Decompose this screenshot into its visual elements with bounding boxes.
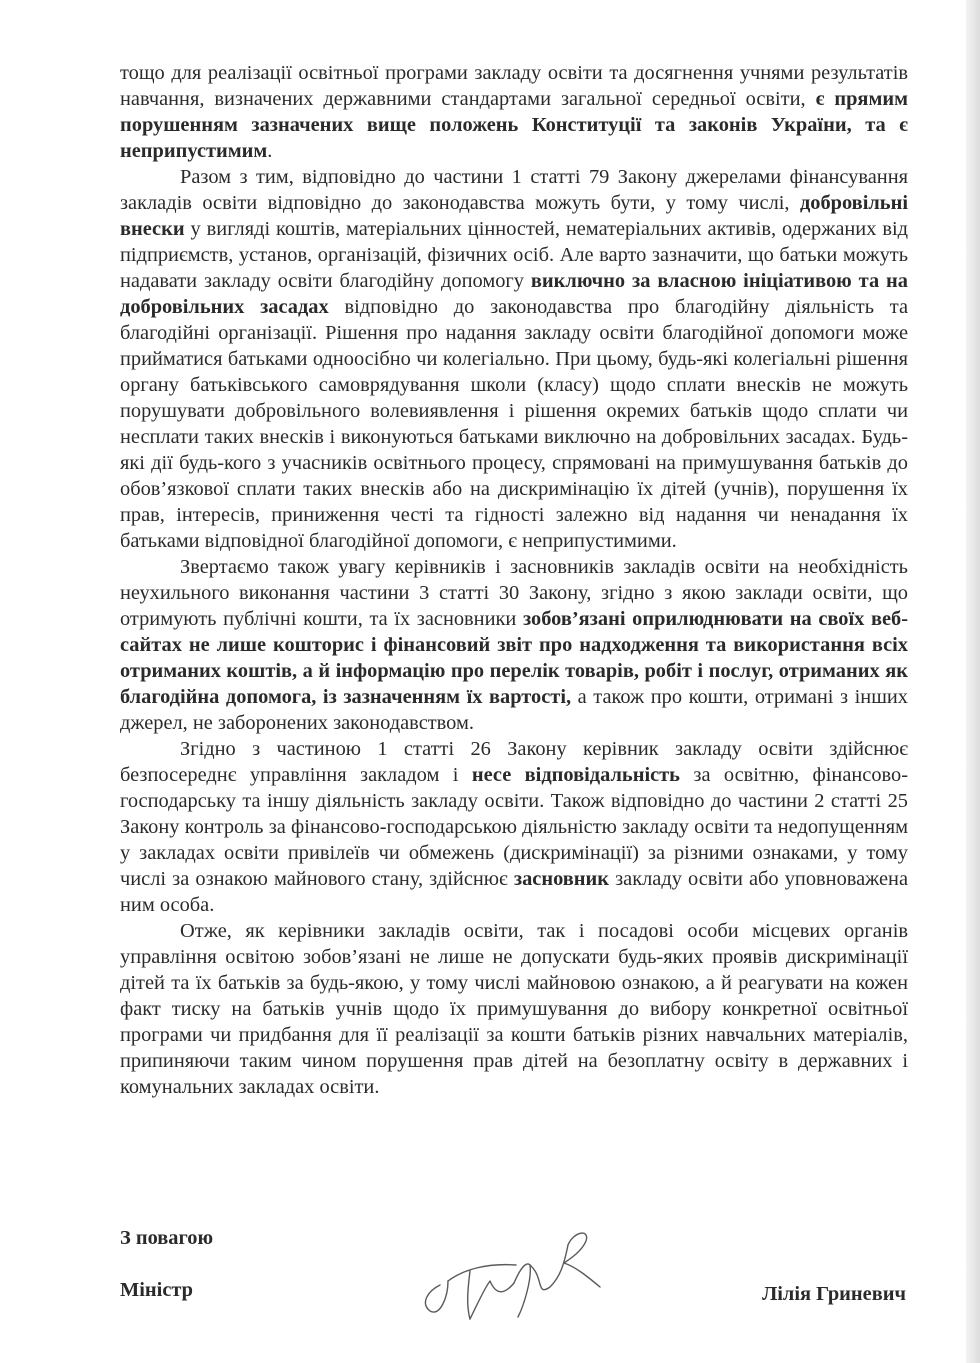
p4-bold-2: засновник [513, 868, 610, 890]
signature-stroke-2 [448, 1265, 516, 1281]
paragraph-2 [120, 164, 908, 554]
signature-stroke-5 [514, 1264, 530, 1317]
p3-bold-1: зобов’язані оприлюднювати на своїх веб-сайтах не лише кошторис і фінансовий звіт про надходження та використання всіх отриманих коштів, а й інформацію про перелік товарів, робіт і послуг, отриманих як благодійна допомога, із зазначенням їх вартості, [120, 608, 908, 708]
signatory-name: Лілія Гриневич [762, 1283, 906, 1305]
p2-bold-1: добровільні внески [120, 192, 908, 240]
p2-bold-2: виключно за власною ініціативою та на добровільних засадах [120, 270, 908, 318]
p5-text-1: Отже, як керівники закладів освіти, так і посадові особи місцевих органів управління освітою зобов’язані не лише не допускати будь-яких проявів дискримінації дітей та їх батьків за будь-якою, у тому числі майновою ознакою, а й реагувати на кожен факт тиску на батьків учнів щодо їх примушування до вибору конкретної освітньої програми чи придбання для її реалізації за кошти батьків різних навчальних матеріалів, припиняючи таким чином порушення прав дітей на безоплатну освіту в державних і комунальних закладах освіти. [120, 920, 908, 1098]
signature-stroke-8 [564, 1263, 600, 1287]
signature-stroke-3 [468, 1271, 470, 1319]
p4-text-2: за освітню, фінансово-господарську та іншу діяльність закладу освіти. Також відповідно до частини 2 статті 25 Закону контроль за фінансово-господарською діяльністю закладу освіти та недопущенням у закладах освіти привілеїв чи обмежень (дискримінації) за різними ознаками, у тому числі за ознакою майнового стану, здійснює [120, 764, 908, 890]
p1-text-2: . [267, 140, 273, 162]
p4-text-1: Згідно з частиною 1 статті 26 Закону керівник закладу освіти здійснює безпосереднє управління закладом і [120, 738, 908, 786]
signature-stroke-4 [470, 1281, 514, 1319]
signature-stroke-6 [530, 1245, 568, 1290]
signature-image [418, 1225, 618, 1320]
p1-bold-1: є прямим порушенням зазначених вище положень Конституції та законів України, та є неприпустимим [120, 88, 908, 162]
signature-stroke-1 [425, 1281, 448, 1312]
p2-text-3: відповідно до законодавства про благодійну діяльність та благодійні організації. Рішення про надання закладу освіти благодійної допомоги може прийматися батьками одноосібно чи колегіально. При цьому, будь-які колегіальні рішення органу батьківського самоврядування школи (класу) щодо сплати внесків не можуть порушувати добровільного волевиявлення і рішення окремих батьків щодо сплати чи несплати таких внесків і виконуються батьками виключно на добровільних засадах. Будь-які дії будь-кого з учасників освітнього процесу, спрямовані на примушування батьків до обов’язкової сплати таких внесків або на дискримінацію їх дітей (учнів), порушення їх прав, інтересів, приниження честі та гідності залежно від надання чи ненадання їх батьками відповідної благодійної допомоги, є неприпустимими. [120, 296, 908, 552]
p3-text-2: а також про кошти, отримані з інших джерел, не заборонених законодавством. [120, 686, 909, 734]
signatory-position: Міністр [120, 1279, 193, 1301]
paragraph-3 [120, 554, 908, 736]
p2-text-2: у вигляді коштів, матеріальних цінностей, нематеріальних активів, одержаних від підприємств, установ, організацій, фізичних осіб. Але варто зазначити, що батьки можуть надавати закладу освіти благодійну допомогу [120, 218, 908, 292]
letter-body [120, 60, 908, 1100]
p3-text-1: Звертаємо також увагу керівників і засновників закладів освіти на необхідність неухильного виконання частини 3 статті 30 Закону, згідно з якою заклади освіти, що отримують публічні кошти, та їх засновники [120, 556, 908, 630]
p4-text-3: закладу освіти або уповноважена ним особа. [120, 868, 909, 916]
p1-text-1: тощо для реалізації освітньої програми закладу освіти та досягнення учнями результатів навчання, визначених державними стандартами загальної середньої освіти, [120, 62, 908, 110]
closing-greeting: З повагою [120, 1227, 214, 1249]
paragraph-4 [120, 736, 908, 918]
p4-bold-1: несе відповідальність [471, 764, 680, 786]
paragraph-5 [120, 918, 908, 1100]
paragraph-1 [120, 60, 908, 164]
p2-text-1: Разом з тим, відповідно до частини 1 статті 79 Закону джерелами фінансування закладів освіти відповідно до законодавства можуть бути, у тому числі, [120, 166, 908, 214]
